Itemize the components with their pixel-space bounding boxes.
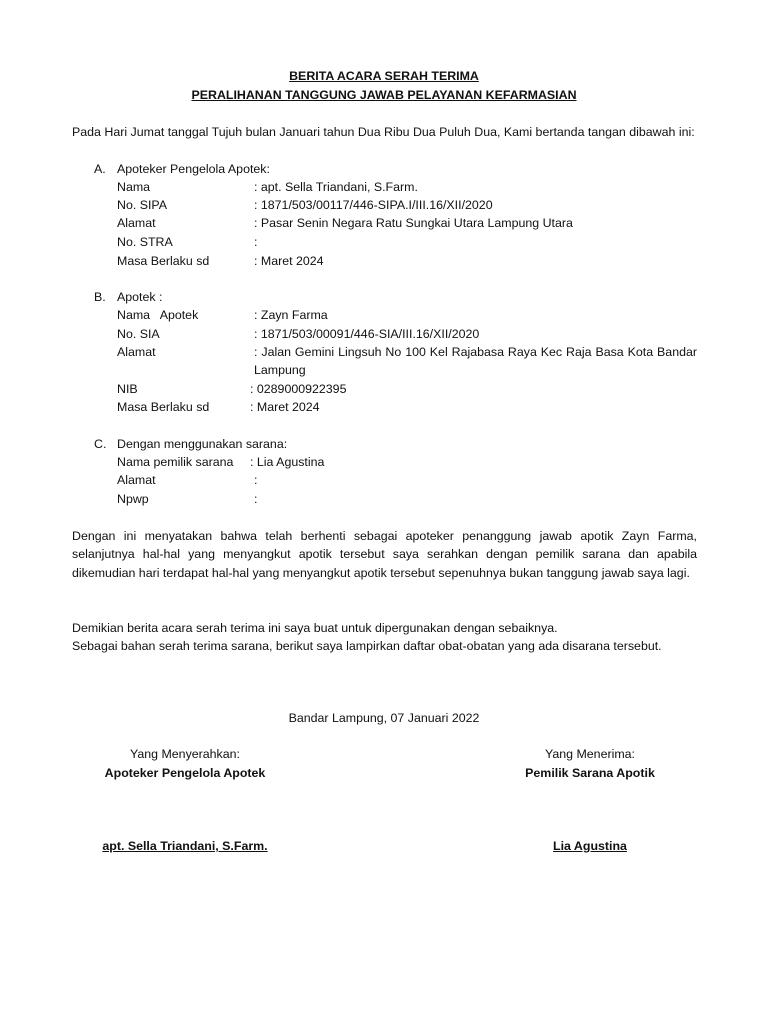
signature-left-caption: Yang Menyerahkan: xyxy=(130,747,240,761)
field-value: : Zayn Farma xyxy=(254,308,328,322)
field-value: : Jalan Gemini Lingsuh No 100 Kel Rajabasa Raya Kec Raja Basa Kota Bandar Lampung xyxy=(254,345,697,378)
field-label: Masa Berlaku sd xyxy=(117,254,210,268)
section-c-marker: C. xyxy=(94,437,107,451)
field-value: : Pasar Senin Negara Ratu Sungkai Utara Lampung Utara xyxy=(254,216,573,230)
field-label: No. SIA xyxy=(117,327,160,341)
section-b-heading: Apotek : xyxy=(117,290,163,304)
signature-left-role: Apoteker Pengelola Apotek xyxy=(104,766,266,780)
field-label: Alamat xyxy=(117,473,156,487)
statement-paragraph: Dengan ini menyatakan bahwa telah berhenti sebagai apoteker penanggung jawab apotik Zayn Farma, selanjutnya hal-hal yang menyangkut apotik tersebut saya serahkan dengan pemilik sarana dan apabila dikemudian hari terdapat hal-hal yang menyangkut apotik tersebut sepenuhnya bukan tanggung jawab saya lagi. xyxy=(72,529,697,580)
field-label: Nama Apotek xyxy=(117,308,199,322)
field-value: : 1871/503/00091/446-SIA/III.16/XII/2020 xyxy=(254,327,480,341)
document-title: BERITA ACARA SERAH TERIMA xyxy=(289,69,479,83)
field-value: : Maret 2024 xyxy=(250,400,320,414)
section-a-heading: Apoteker Pengelola Apotek: xyxy=(117,162,270,176)
closing-paragraph-1: Demikian berita acara serah terima ini saya buat untuk dipergunakan dengan sebaiknya. xyxy=(72,621,558,635)
field-value: : xyxy=(254,473,258,487)
field-value: : Lia Agustina xyxy=(250,455,325,469)
field-label: Alamat xyxy=(117,345,156,359)
field-value: : 1871/503/00117/446-SIPA.I/III.16/XII/2020 xyxy=(254,198,493,212)
field-label: No. STRA xyxy=(117,235,173,249)
signature-right-role: Pemilik Sarana Apotik xyxy=(525,766,655,780)
signature-left-name: apt. Sella Triandani, S.Farm. xyxy=(102,839,268,853)
field-value: : 0289000922395 xyxy=(250,382,347,396)
field-value: : xyxy=(254,235,258,249)
section-b-marker: B. xyxy=(94,290,106,304)
field-label: Nama pemilik sarana xyxy=(117,455,234,469)
document-subtitle: PERALIHANAN TANGGUNG JAWAB PELAYANAN KEFARMASIAN xyxy=(191,88,577,102)
place-date: Bandar Lampung, 07 Januari 2022 xyxy=(288,711,480,725)
section-a-marker: A. xyxy=(94,162,106,176)
section-c-heading: Dengan menggunakan sarana: xyxy=(117,437,288,451)
field-value: : apt. Sella Triandani, S.Farm. xyxy=(254,180,418,194)
field-label: Masa Berlaku sd xyxy=(117,400,210,414)
field-label: No. SIPA xyxy=(117,198,168,212)
field-value: : xyxy=(254,492,258,506)
signature-right-caption: Yang Menerima: xyxy=(545,747,635,761)
closing-paragraph-2: Sebagai bahan serah terima sarana, berikut saya lampirkan daftar obat-obatan yang ada disarana tersebut. xyxy=(72,639,662,653)
field-label: Nama xyxy=(117,180,151,194)
field-label: Npwp xyxy=(117,492,149,506)
field-label: Alamat xyxy=(117,216,156,230)
field-value: : Maret 2024 xyxy=(254,254,324,268)
intro-paragraph: Pada Hari Jumat tanggal Tujuh bulan Januari tahun Dua Ribu Dua Puluh Dua, Kami bertanda tangan dibawah ini: xyxy=(72,125,695,139)
signature-right-name: Lia Agustina xyxy=(553,839,627,853)
field-label: NIB xyxy=(117,382,138,396)
